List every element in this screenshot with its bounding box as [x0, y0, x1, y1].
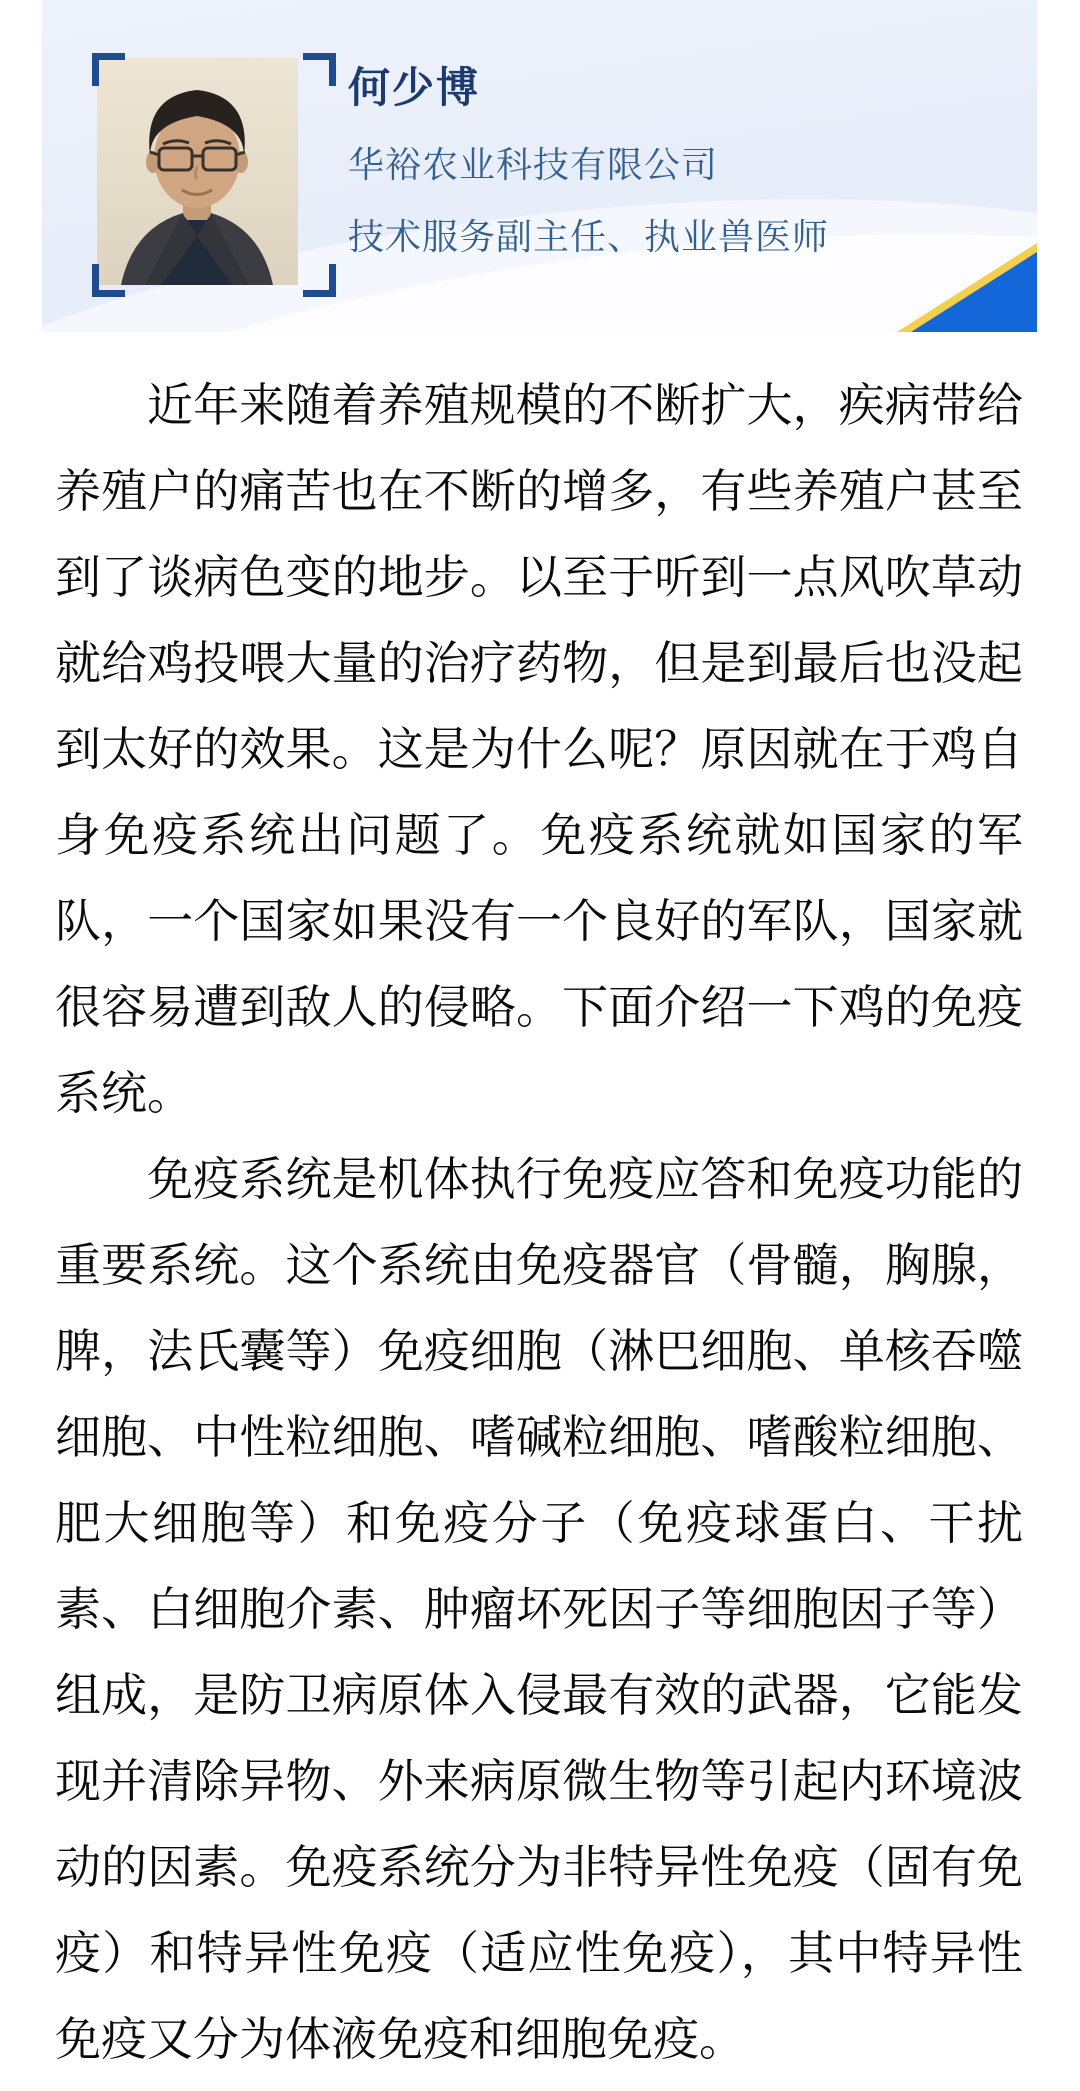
portrait-illustration [97, 58, 298, 285]
photo-corner-bracket-top-right [303, 53, 336, 86]
article-body [55, 362, 1023, 2082]
photo-corner-bracket-bottom-left [92, 264, 125, 297]
paragraph-1: 近年来随着养殖规模的不断扩大，疾病带给养殖户的痛苦也在不断的增多，有些养殖户甚至到了谈病色变的地步。以至于听到一点风吹草动就给鸡投喂大量的治疗药物，但是到最后也没起到太好的效果。这是为什么呢？原因就在于鸡自身免疫系统出问题了。免疫系统就如国家的军队，一个国家如果没有一个良好的军队，国家就很容易遭到敌人的侵略。下面介绍一下鸡的免疫系统。 [55, 379, 1023, 1119]
photo-corner-bracket-top-left [92, 53, 125, 86]
photo-corner-bracket-bottom-right [303, 264, 336, 297]
paragraph-2: 免疫系统是机体执行免疫应答和免疫功能的重要系统。这个系统由免疫器官（骨髓，胸腺，脾，法氏囊等）免疫细胞（淋巴细胞、单核吞噬细胞、中性粒细胞、嗜碱粒细胞、嗜酸粒细胞、肥大细胞等）和免疫分子（免疫球蛋白、干扰素、白细胞介素、肿瘤坏死因子等细胞因子等）组成，是防卫病原体入侵最有效的武器，它能发现并清除异物、外来病原微生物等引起内环境波动的因素。免疫系统分为非特异性免疫（固有免疫）和特异性免疫（适应性免疫），其中特异性免疫又分为体液免疫和细胞免疫。 [55, 1153, 1023, 2065]
author-photo [97, 58, 298, 285]
author-company: 华裕农业科技有限公司 [348, 144, 719, 185]
author-job-title: 技术服务副主任、执业兽医师 [348, 216, 830, 257]
author-name: 何少博 [348, 64, 481, 111]
author-header-card [42, 0, 1037, 332]
